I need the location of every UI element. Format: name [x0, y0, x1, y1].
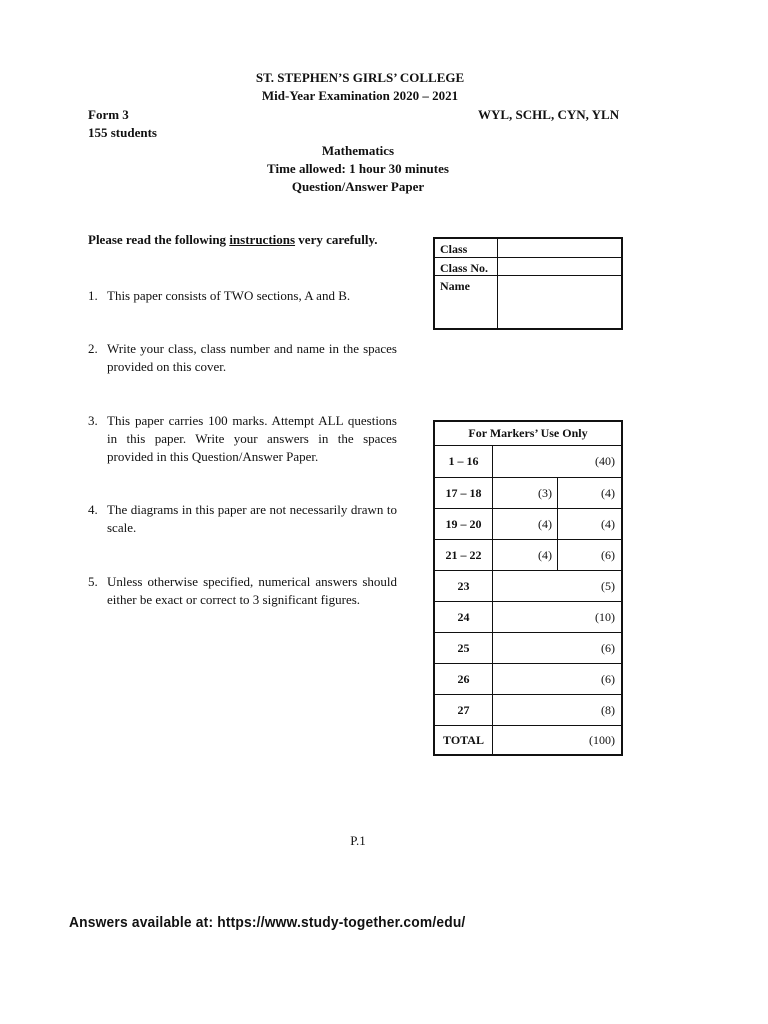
instruction-text: Write your class, class number and name in the spaces provided on this cover. [107, 341, 397, 374]
marks-cell: (40) [595, 454, 615, 468]
marks-cell: (4) [493, 509, 558, 539]
markers-table-title: For Markers’ Use Only [435, 422, 621, 446]
markers-total-row [435, 726, 621, 754]
time-allowed: Time allowed: 1 hour 30 minutes [267, 161, 449, 176]
instruction-number: 1. [88, 288, 98, 303]
total-marks: (100) [589, 732, 615, 747]
marks-cell: (10) [595, 609, 615, 624]
answers-link-note[interactable]: Answers available at: https://www.study-together.com/edu/ [69, 914, 466, 931]
instruction-text: This paper carries 100 marks. Attempt ALL questions in this paper. Write your answers in the spaces provided in this Question/Answer Paper. [107, 413, 397, 464]
student-info-table [433, 237, 623, 330]
instruction-number: 2. [88, 341, 98, 356]
instructions-heading-pre: Please read the following [88, 232, 230, 247]
subject-title: Mathematics [321, 143, 395, 158]
marks-cell: (3) [493, 478, 558, 508]
markers-row [435, 540, 621, 571]
form-level: Form 3 [88, 107, 129, 122]
exam-title: Mid-Year Examination 2020 – 2021 [261, 88, 459, 103]
question-range: 21 – 22 [435, 540, 493, 570]
paper-type: Question/Answer Paper [291, 179, 425, 194]
class-no-label: Class No. [435, 258, 498, 275]
question-range: 25 [435, 633, 493, 663]
question-range: 17 – 18 [435, 478, 493, 508]
question-range: 23 [435, 571, 493, 601]
marks-cell: (4) [601, 485, 615, 500]
marks-cell: (4) [493, 540, 558, 570]
marks-cell: (6) [601, 547, 615, 562]
student-count: 155 students [88, 125, 157, 140]
instruction-number: 3. [88, 413, 98, 428]
question-range: 26 [435, 664, 493, 694]
name-label: Name [435, 276, 498, 328]
total-label: TOTAL [435, 726, 493, 754]
question-range: 24 [435, 602, 493, 632]
marks-cell: (5) [601, 578, 615, 593]
school-name: ST. STEPHEN’S GIRLS’ COLLEGE [255, 70, 465, 85]
instructions-heading [88, 232, 377, 248]
class-no-row[interactable] [435, 258, 621, 276]
question-range: 1 – 16 [435, 446, 493, 477]
marks-cell: (4) [601, 516, 615, 531]
markers-row [435, 602, 621, 633]
teacher-initials: WYL, SCHL, CYN, YLN [478, 107, 620, 122]
marks-cell: (6) [601, 671, 615, 686]
markers-row [435, 571, 621, 602]
instruction-number: 4. [88, 502, 98, 517]
question-range: 19 – 20 [435, 509, 493, 539]
class-row[interactable] [435, 239, 621, 258]
markers-row [435, 633, 621, 664]
class-label: Class [435, 239, 498, 257]
name-row[interactable] [435, 276, 621, 328]
markers-row [435, 446, 621, 478]
instructions-heading-post: very carefully. [295, 232, 378, 247]
markers-row [435, 509, 621, 540]
page-number: P.1 [350, 833, 366, 848]
instruction-text: The diagrams in this paper are not necessarily drawn to scale. [107, 502, 397, 535]
instructions-heading-underlined: instructions [229, 232, 296, 247]
markers-row [435, 478, 621, 509]
instruction-number: 5. [88, 574, 98, 589]
markers-row [435, 695, 621, 726]
markers-table [433, 420, 623, 756]
markers-row [435, 664, 621, 695]
marks-cell: (8) [601, 702, 615, 717]
question-range: 27 [435, 695, 493, 725]
marks-cell: (6) [601, 640, 615, 655]
instruction-text: This paper consists of TWO sections, A and B. [107, 288, 351, 303]
instruction-text: Unless otherwise specified, numerical answers should either be exact or correct to 3 significant figures. [107, 574, 397, 607]
